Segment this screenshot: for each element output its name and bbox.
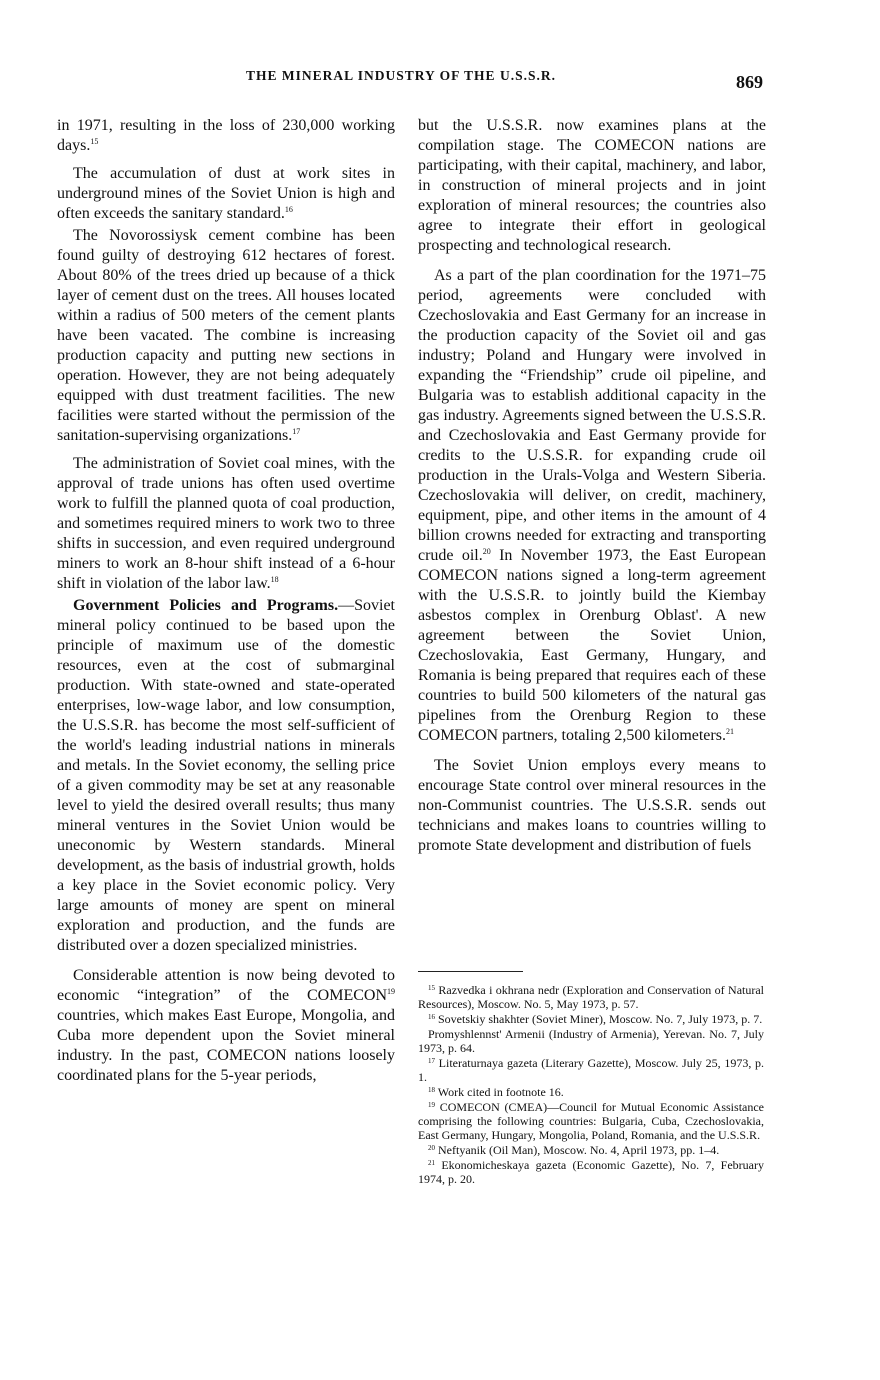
section-heading: Government Policies and Programs. — [73, 597, 339, 614]
footnote — [418, 983, 764, 1011]
paragraph — [57, 164, 395, 224]
footnote — [418, 1012, 764, 1026]
footnote — [418, 1143, 764, 1157]
footnote-text: Sovetskiy shakhter (Soviet Miner), Moscow. No. 7, July 1973, p. 7. — [438, 1012, 763, 1026]
footnote-number: 15 — [428, 984, 435, 992]
paragraph — [57, 116, 395, 156]
paragraph-text: In November 1973, the East European COMECON nations signed a long-term agreement with the U.S.S.R. to jointly build the Kiembay asbestos complex in Orenburg Oblast'. A new agreement between the Soviet Union, Czechoslovakia, East Germany, Hungary, and Romania is being prepared that requires each of these countries to build 500 kilometers of the natural gas pipelines from the Orenburg Region to these COMECON partners, totaling 2,500 kilometers. — [418, 547, 767, 744]
paragraph-text: —Soviet mineral policy continued to be based upon the principle of maximum use of the domestic resources, even at the cost of submarginal production. With state-owned and state-operated enterprises, low-wage labor, and low consumption, the U.S.S.R. has become the most self-sufficient of the world's leading industrial nations in minerals and metals. In the Soviet economy, the selling price of a given commodity may be set at any reasonable level to yield the desired overall results; thus many mineral ventures in the Soviet Union would be uneconomic by Western standards. Mineral development, as the basis of industrial growth, holds a key place in the Soviet economic policy. Very large amounts of money are spent on mineral exploration and production, and the funds are distributed over a dozen specialized ministries. — [57, 597, 395, 954]
paragraph-text: in 1971, resulting in the loss of 230,000 working days. — [57, 117, 395, 154]
paragraph — [418, 756, 766, 856]
page-number: 869 — [736, 72, 763, 92]
paragraph — [57, 596, 395, 956]
paragraph-text: The accumulation of dust at work sites in underground mines of the Soviet Union is high and often exceeds the sanitary standard. — [57, 165, 395, 222]
paragraph-text: The administration of Soviet coal mines, with the approval of trade unions has often used overtime work to fulfill the planned quota of coal production, and sometimes required miners to work two to three shifts in succession, and even required underground miners to work an 8-hour shift instead of a 6-hour shift in violation of the labor law. — [57, 455, 395, 592]
footnote — [418, 1056, 764, 1084]
footnote-ref: 20 — [482, 547, 491, 556]
paragraph — [418, 266, 766, 746]
footnote-number: 20 — [428, 1144, 435, 1152]
paragraph — [57, 226, 395, 446]
paragraph-text: countries, which makes East Europe, Mongolia, and Cuba more dependent upon the Soviet mineral industry. In the past, COMECON nations loosely coordinated plans for the 5-year periods, — [57, 1007, 395, 1084]
footnote — [418, 1100, 764, 1142]
footnote-text: Razvedka i okhrana nedr (Exploration and Conservation of Natural Resources), Moscow. No. 5, May 1973, p. 57. — [418, 983, 765, 1011]
paragraph-text: The Soviet Union employs every means to encourage State control over mineral resources in the non-Communist countries. The U.S.S.R. sends out technicians and makes loans to countries willing to promote State development and distribution of fuels — [418, 757, 766, 854]
paragraph — [57, 966, 395, 1086]
footnote-text: Neftyanik (Oil Man), Moscow. No. 4, April 1973, pp. 1–4. — [438, 1143, 720, 1157]
paragraph-text: As a part of the plan coordination for the 1971–75 period, agreements were concluded with Czechoslovakia and East Germany for an increase in the production capacity of the Soviet oil and gas industry; Poland and Hungary were involved in expanding the “Friendship” crude oil pipeline, and Bulgaria was to establish additional capacity in the gas industry. Agreements signed between the U.S.S.R. and Czechoslovakia and East Germany provide for credits to the U.S.S.R. for expanding crude oil production in the Urals-Volga and Western Siberia. Czechoslovakia will deliver, on credit, machinery, equipment, pipe, and other items in the amount of 4 billion crowns needed for extracting and transporting crude oil. — [418, 267, 766, 564]
footnote — [418, 1085, 764, 1099]
footnote-ref: 15 — [90, 137, 99, 146]
footnote-number: 18 — [428, 1086, 435, 1094]
footnote-divider — [418, 971, 523, 972]
paragraph-text: Considerable attention is now being devoted to economic “integration” of the COMECON — [57, 967, 395, 1004]
paragraph-text: The Novorossiysk cement combine has been found guilty of destroying 612 hectares of forest. About 80% of the trees dried up because of a thick layer of cement dust on the trees. All houses located within a radius of 500 meters of the cement plants have been vacated. The combine is increasing production capacity and putting new sections in operation. However, they are not being adequately equipped with dust treatment facilities. The new facilities were started without the permission of the sanitation-supervising organizations. — [57, 227, 395, 444]
running-head: THE MINERAL INDUSTRY OF THE U.S.S.R. — [246, 68, 556, 83]
footnote — [418, 1027, 764, 1055]
footnote-number: 21 — [428, 1159, 435, 1167]
footnote-ref: 17 — [292, 427, 301, 436]
footnote-number: 16 — [428, 1013, 435, 1021]
footnote-text: Literaturnaya gazeta (Literary Gazette), Moscow. July 25, 1973, p. 1. — [418, 1056, 764, 1084]
footnote-ref: 16 — [284, 205, 293, 214]
left-column — [57, 116, 395, 1094]
footnote-ref: 18 — [270, 575, 279, 584]
paragraph — [418, 116, 766, 256]
footnote-ref: 19 — [387, 987, 395, 996]
right-column — [418, 116, 766, 864]
footnote-number: 17 — [428, 1057, 435, 1065]
footnote-text: Work cited in footnote 16. — [437, 1085, 564, 1099]
footnote-number: 19 — [428, 1101, 435, 1109]
footnote — [418, 1158, 764, 1186]
footnote-text: COMECON (CMEA)—Council for Mutual Economic Assistance comprising the following countries: Bulgaria, Cuba, Czechoslovakia, East Germany, Hungary, Mongolia, Poland, Romania, and the U.S.S.R. — [418, 1100, 764, 1142]
footnotes — [418, 983, 764, 1187]
paragraph-text: but the U.S.S.R. now examines plans at the compilation stage. The COMECON nations are participating, with their capital, machinery, and labor, in construction of mineral projects and in joint exploration of mineral resources; the countries also agree to integrate their effort in geological prospecting and technological research. — [418, 117, 766, 254]
footnote-text: Ekonomicheskaya gazeta (Economic Gazette), No. 7, February 1974, p. 20. — [418, 1158, 764, 1186]
footnote-text: Promyshlennst' Armenii (Industry of Armenia), Yerevan. No. 7, July 1973, p. 64. — [418, 1027, 764, 1055]
paragraph — [57, 454, 395, 594]
footnote-ref: 21 — [725, 727, 734, 736]
